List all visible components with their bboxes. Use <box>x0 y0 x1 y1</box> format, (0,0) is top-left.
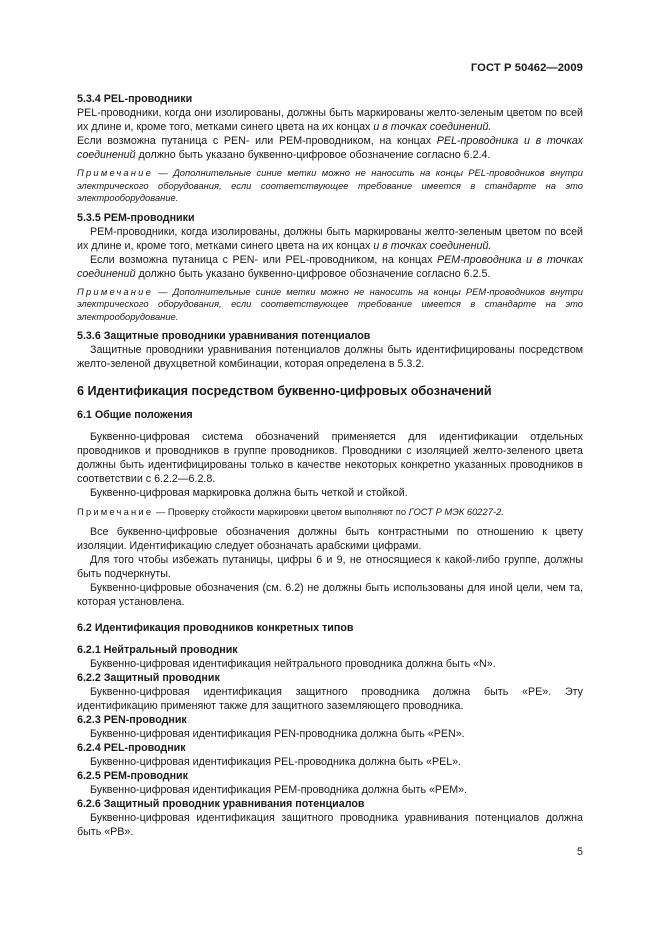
page-content <box>77 92 583 839</box>
item-title: 6.2.6 Защитный проводник уравнивания потенциалов <box>77 797 365 810</box>
section-5-3-5-paragraph-1 <box>77 225 583 253</box>
italic-text: PEM-проводника и в точках соединений <box>77 253 583 280</box>
item-text: Буквенно-цифровая идентификация PEM-проводника должна быть «PEM». <box>90 783 468 796</box>
note-text: — Дополнительные синие метки можно не наносить на концы PEL-проводников внутри электрического оборудования, если соответствующее требование имеется в стандарте на это электрооборудование. <box>77 167 583 203</box>
note-text: — Дополнительные синие метки можно не наносить на концы PEM-проводников внутри электрического оборудования, если соответствующее требование имеется в стандарте на это электрооборудование. <box>77 285 583 322</box>
note-label: Примечание <box>77 506 154 517</box>
section-5-3-5-paragraph-2 <box>77 253 583 281</box>
section-6-1-paragraph-5: Буквенно-цифровые обозначения (см. 6.2) не должны быть использованы для иной цели, чем та, которая установлена. <box>77 581 583 608</box>
item-title: 6.2.4 PEL-проводник <box>77 741 186 754</box>
page-number: 5 <box>577 846 583 858</box>
item-text: Буквенно-цифровая идентификация защитного проводника уравнивания потенциалов должна быть «PB». <box>77 811 583 838</box>
text: PEM-проводники, когда изолированы, должны быть маркированы желто-зеленым цветом по всей их длине и, кроме того, метками синего цвета на их концах <box>77 225 583 252</box>
italic-text: PEL-проводника и в точках соединений <box>77 135 583 161</box>
section-6-2-title: 6.2 Идентификация проводников конкретных типов <box>77 621 354 634</box>
section-6-1-paragraph-4: Для того чтобы избежать путаницы, цифры 6 и 9, не относящиеся к какой-либо группе, должны быть подчеркнуты. <box>77 553 583 580</box>
section-6-1-title: 6.1 Общие положения <box>77 409 193 421</box>
document-code: ГОСТ Р 50462—2009 <box>470 62 583 74</box>
italic-text: и в точках соединений. <box>373 121 492 133</box>
text: PEL-проводники, когда они изолированы, должны быть маркированы желто-зеленым цветом по всей их длине и, кроме того, метками синего цвета на их концах <box>77 107 583 133</box>
text: должно быть указано буквенно-цифровое обозначение согласно 6.2.4. <box>135 149 491 161</box>
item-title: 6.2.2 Защитный проводник <box>77 671 220 684</box>
text: Если возможна путаница с PEN- или PEM-проводником, на концах <box>77 135 437 147</box>
section-5-3-6-paragraph-1: Защитные проводники уравнивания потенциалов должны быть идентифицированы посредством желто-зеленой двухцветной комбинации, которая определена в 5.3.2. <box>77 344 583 370</box>
note-text: — Проверку стойкости маркировки цветом выполняют по <box>153 506 409 517</box>
section-5-3-4-note <box>77 167 583 205</box>
section-6-2-items <box>77 643 583 839</box>
note-reference: ГОСТ Р МЭК 60227-2. <box>408 506 504 517</box>
text: должно быть указано буквенно-цифровое обозначение согласно 6.2.5. <box>135 267 491 280</box>
item-text: Буквенно-цифровая идентификация PEN-проводника должна быть «PEN». <box>90 727 465 740</box>
item-title: 6.2.5 PEM-проводник <box>77 769 188 782</box>
section-6-1-note <box>77 506 583 519</box>
section-6-title: 6 Идентификация посредством буквенно-цифровых обозначений <box>77 384 492 398</box>
item-text: Буквенно-цифровая идентификация нейтрального проводника должна быть «N». <box>90 657 496 670</box>
section-5-3-4-title: 5.3.4 PEL-проводники <box>77 93 193 105</box>
text: Если возможна путаница с PEN- или PEL-проводником, на концах <box>90 253 438 266</box>
item-text: Буквенно-цифровая идентификация PEL-проводника должна быть «PEL». <box>90 755 462 768</box>
section-5-3-4-paragraph-1 <box>77 106 583 134</box>
item-title: 6.2.3 PEN-проводник <box>77 713 187 726</box>
section-6-1-paragraph-1: Буквенно-цифровая система обозначений применяется для идентификации отдельных проводников и проводников в группе проводников. Проводники с изоляцией желто-зеленого цвета должны быть идентифицированы только в качестве некоторых конкретно указанных проводников в соответствии с 6.2.2—6.2.8. <box>77 431 583 485</box>
note-label: Примечание <box>77 285 153 297</box>
item-title: 6.2.1 Нейтральный проводник <box>77 643 238 656</box>
note-label: Примечание <box>77 167 153 178</box>
item-text: Буквенно-цифровая идентификация защитного проводника должна быть «PE». Эту идентификацию применяют также для защитного заземляющего проводника. <box>77 685 583 712</box>
italic-text: и в точках соединений. <box>373 239 492 252</box>
section-5-3-6-title: 5.3.6 Защитные проводники уравнивания потенциалов <box>77 330 371 342</box>
section-5-3-4-paragraph-2 <box>77 134 583 162</box>
section-5-3-5-title: 5.3.5 PEM-проводники <box>77 211 195 224</box>
section-6-1-paragraph-2: Буквенно-цифровая маркировка должна быть четкой и стойкой. <box>90 487 408 499</box>
section-5-3-5-note <box>77 286 583 324</box>
section-6-1-paragraph-3: Все буквенно-цифровые обозначения должны быть контрастными по отношению к цвету изоляции. Идентификацию следует обозначать арабскими цифрами. <box>77 525 583 552</box>
